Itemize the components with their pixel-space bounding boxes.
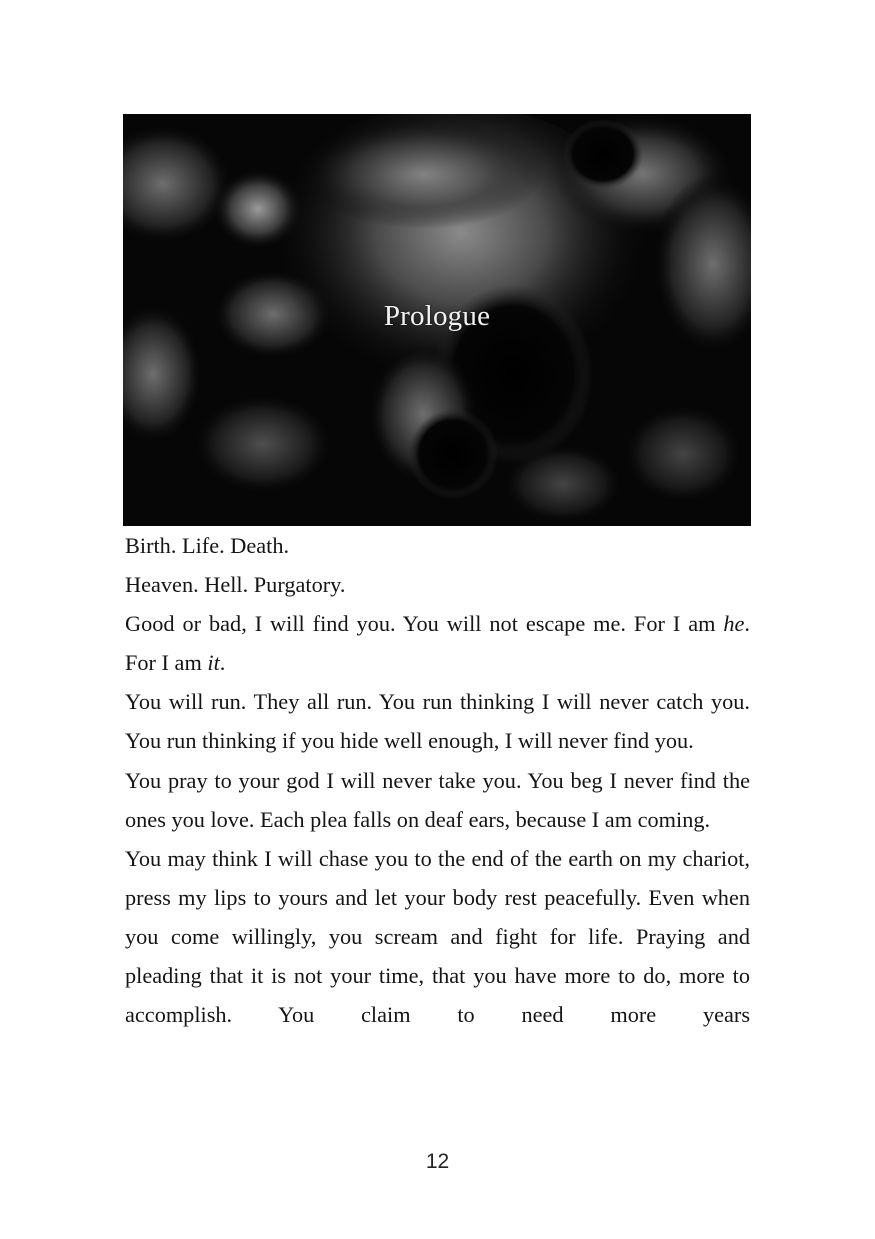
body-text — [125, 526, 750, 1034]
page-number: 12 — [425, 1150, 450, 1173]
text-run: . — [219, 650, 226, 676]
chapter-header-image — [123, 114, 751, 526]
chapter-title: Prologue — [383, 300, 491, 332]
paragraph: You pray to your god I will never take you. You beg I never find the ones you love. Each plea falls on deaf ears, because I am coming. — [125, 767, 750, 832]
paragraph: Heaven. Hell. Purgatory. — [125, 572, 346, 598]
text-run: Good or bad, I will find you. You will not escape me. For I am — [125, 611, 724, 637]
paragraph: Birth. Life. Death. — [125, 533, 290, 558]
emphasis-text: he — [723, 611, 745, 637]
paragraph — [125, 604, 750, 682]
emphasis-text: it — [207, 650, 220, 676]
paragraph: You will run. They all run. You run thinking I will never catch you. You run thinking if you hide well enough, I will never find you. — [125, 689, 750, 754]
paragraph: You may think I will chase you to the end of the earth on my chariot, press my lips to yours and let your body rest peacefully. Even when you come willingly, you scream and fight for life. Praying and pleading that it is not your time, that you have more to do, more to accomplish. You claim to need more years — [125, 845, 750, 1028]
text-run: . For I am — [125, 611, 750, 676]
